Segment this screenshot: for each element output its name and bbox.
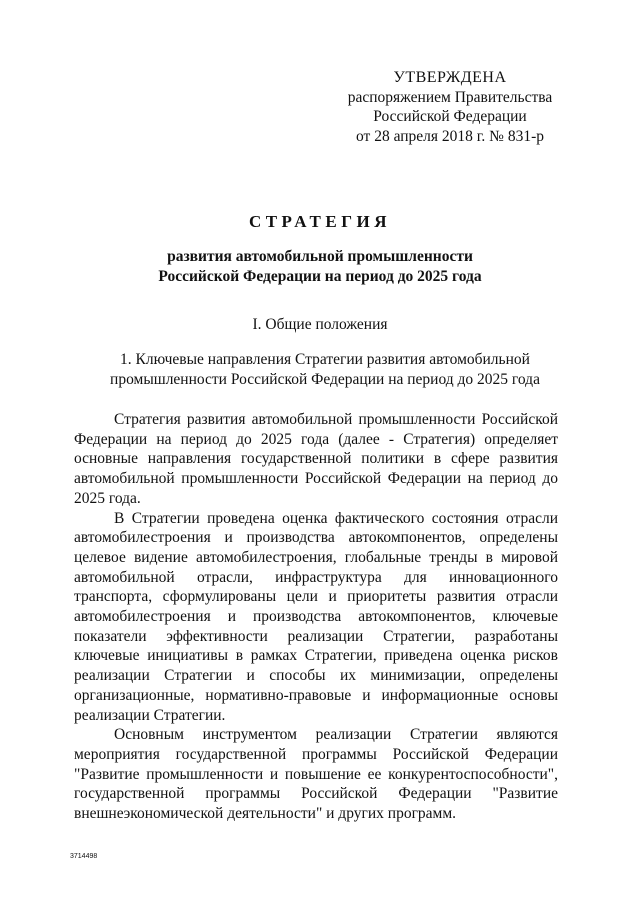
document-number: 3714498: [70, 853, 98, 860]
subtitle-line-2: Российской Федерации на период до 2025 года: [158, 268, 482, 285]
approval-line-1: распоряжением Правительства: [347, 88, 553, 106]
subsection-line-1: 1. Ключевые направления Стратегии развития автомобильной: [120, 351, 530, 368]
document-title: [0, 212, 640, 287]
paragraph-2: В Стратегии проведена оценка фактического состояния отрасли автомобилестроения и производства автокомпонентов, определены целевое видение автомобилестроения, глобальные тренды в мировой автомобильной отрасли, инфраструктура для инновационного транспорта, сформулированы цели и приоритеты развития отрасли автомобилестроения и производства автокомпонентов, ключевые показатели эффективности реализации Стратегии, разработаны ключевые инициативы в рамках Стратегии, приведена оценка рисков реализации Стратегии и способы их минимизации, определены организационные, нормативно-правовые и информационные основы реализации Стратегии.: [74, 509, 558, 724]
approval-heading: УТВЕРЖДЕНА: [393, 69, 507, 86]
subsection-heading: [80, 350, 570, 389]
approval-stamp: [330, 68, 570, 146]
approval-line-2: Российской Федерации: [373, 108, 527, 125]
approval-line-3: от 28 апреля 2018 г. № 831-р: [356, 127, 544, 145]
title-main: СТРАТЕГИЯ: [248, 212, 392, 231]
document-body: [74, 410, 558, 824]
section-heading: I. Общие положения: [252, 316, 388, 333]
title-subtitle: [0, 247, 640, 287]
subsection-line-2: промышленности Российской Федерации на период до 2025 года: [110, 370, 540, 388]
paragraph-1: Стратегия развития автомобильной промышленности Российской Федерации на период до 2025 года (далее - Стратегия) определяет основные направления государственной политики в сфере развития автомобильной промышленности Российской Федерации на период до 2025 года.: [74, 411, 558, 507]
subtitle-line-1: развития автомобильной промышленности: [167, 248, 473, 265]
paragraph-3: Основным инструментом реализации Стратегии являются мероприятия государственной программы Российской Федерации "Развитие промышленности и повышение ее конкурентоспособности", государственной программы Российской Федерации "Развитие внешнеэкономической деятельности" и других программ.: [74, 726, 558, 823]
